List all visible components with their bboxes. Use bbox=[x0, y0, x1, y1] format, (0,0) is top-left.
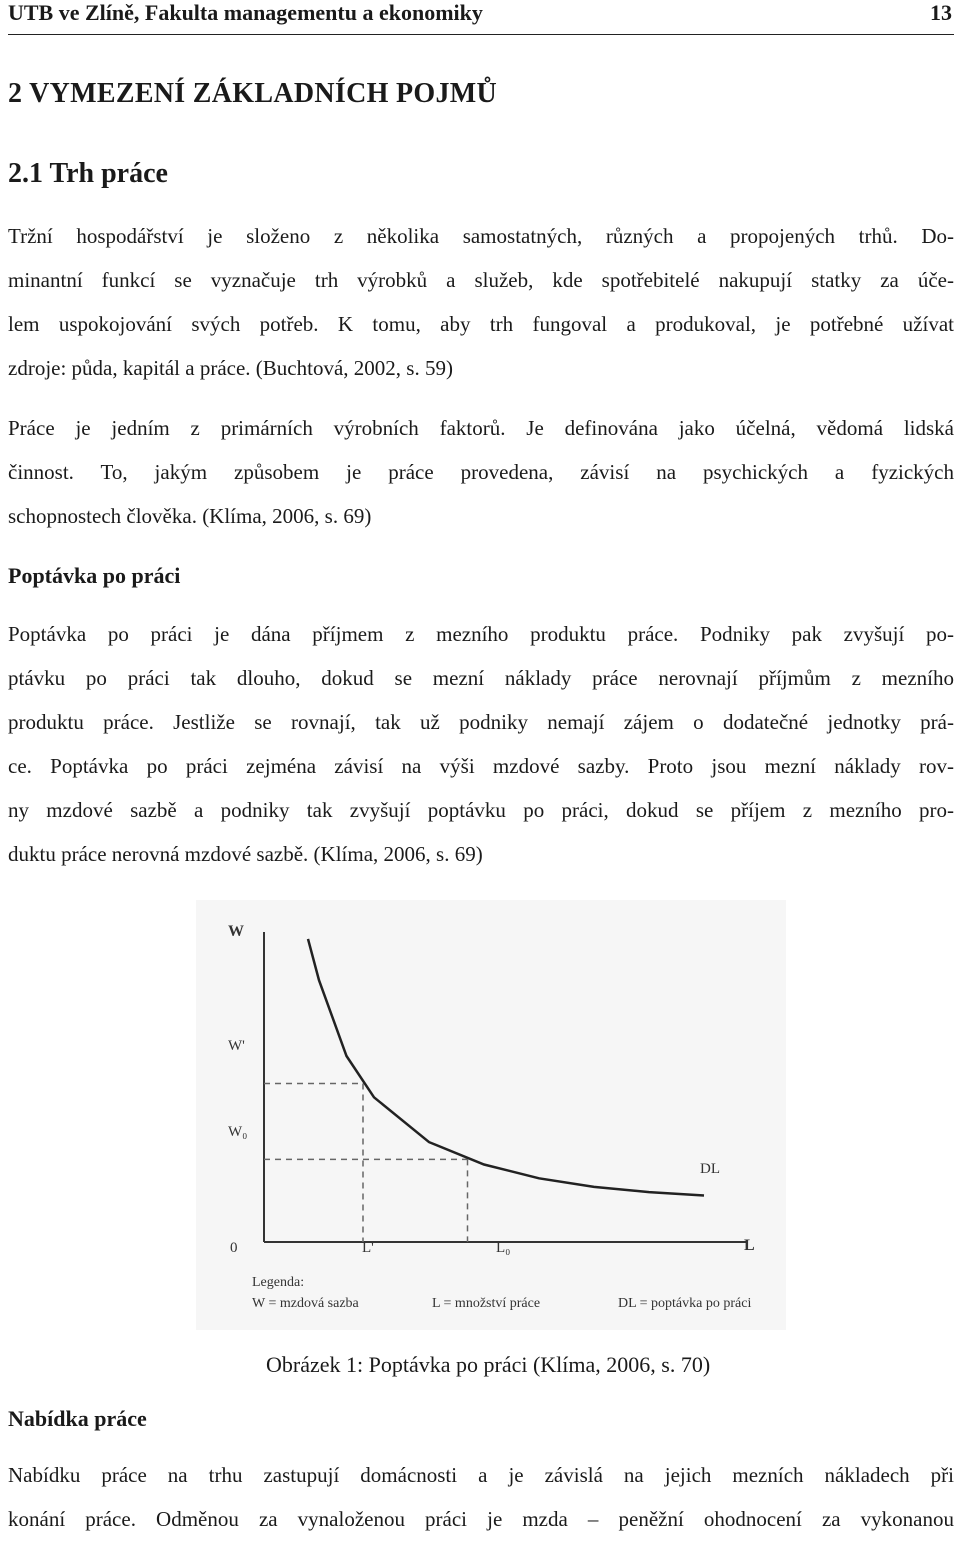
legend-demand: DL = poptávka po práci bbox=[618, 1296, 752, 1311]
text-line: produktu práce. Jestliže se rovnají, tak už podniky nemají zájem o dodatečné jednotky prá- bbox=[8, 710, 954, 734]
header-title: UTB ve Zlíně, Fakulta managementu a ekonomiky bbox=[8, 0, 483, 25]
legend-quantity: L = množství práce bbox=[432, 1296, 541, 1311]
w-prime-label: W' bbox=[228, 1038, 245, 1054]
legend-wage: W = mzdová sazba bbox=[252, 1296, 359, 1311]
text-line: Nabídku práce na trhu zastupují domácnosti a je závislá na jejich mezních nákladech při bbox=[8, 1463, 954, 1487]
l0-label: L₀ bbox=[496, 1240, 511, 1256]
demand-heading: Poptávka po práci bbox=[8, 563, 181, 588]
paragraph-market bbox=[8, 214, 954, 390]
text-line: konání práce. Odměnou za vynaloženou práci je mzda – peněžní ohodnocení za vykonanou bbox=[8, 1507, 954, 1531]
text-line: ptávku po práci tak dlouho, dokud se mezní náklady práce nerovnají příjmům z mezního bbox=[8, 666, 954, 690]
paragraph-labour bbox=[8, 406, 954, 538]
page-number: 13 bbox=[930, 0, 952, 25]
text-line: minantní funkcí se vyznačuje trh výrobků a služeb, kde spotřebitelé nakupují statky za úče- bbox=[8, 268, 954, 292]
text-line: činnost. To, jakým způsobem je práce provedena, závisí na psychických a fyzických bbox=[8, 460, 954, 484]
paragraph-demand bbox=[8, 612, 954, 876]
figure-background bbox=[196, 900, 786, 1330]
text-line: zdroje: půda, kapitál a práce. (Buchtová, 2002, s. 59) bbox=[8, 356, 453, 380]
demand-curve-figure bbox=[196, 900, 786, 1330]
text-line: Poptávka po práci je dána příjmem z mezního produktu práce. Podniky pak zvyšují po- bbox=[8, 622, 954, 646]
section-heading: 2 VYMEZENÍ ZÁKLADNÍCH POJMŮ bbox=[8, 78, 498, 109]
text-line: Tržní hospodářství je složeno z několika samostatných, různých a propojených trhů. Do- bbox=[8, 224, 954, 248]
y-axis-label: W bbox=[228, 923, 244, 940]
text-line: ce. Poptávka po práci zejména závisí na výši mzdové sazby. Proto jsou mezní náklady rov- bbox=[8, 754, 954, 778]
w0-label: W₀ bbox=[228, 1124, 248, 1140]
text-line: ny mzdové sazbě a podniky tak zvyšují poptávku po práci, dokud se příjem z mezního pro- bbox=[8, 798, 954, 822]
text-line: Práce je jedním z primárních výrobních faktorů. Je definována jako účelná, vědomá lidská bbox=[8, 416, 954, 440]
subsection-heading: 2.1 Trh práce bbox=[8, 158, 168, 189]
x-axis-label: L bbox=[744, 1237, 755, 1254]
text-line: lem uspokojování svých potřeb. K tomu, aby trh fungoval a produkoval, je potřebné užívat bbox=[8, 312, 954, 336]
curve-label: DL bbox=[700, 1161, 720, 1177]
l-prime-label: L' bbox=[362, 1240, 374, 1256]
text-line: duktu práce nerovná mzdové sazbě. (Klíma, 2006, s. 69) bbox=[8, 842, 483, 866]
supply-heading: Nabídka práce bbox=[8, 1406, 147, 1431]
running-header bbox=[8, 0, 954, 35]
legend-title: Legenda: bbox=[252, 1275, 305, 1290]
paragraph-supply bbox=[8, 1453, 954, 1541]
text-line: schopnostech člověka. (Klíma, 2006, s. 69) bbox=[8, 504, 372, 528]
origin-label: 0 bbox=[230, 1240, 238, 1256]
figure-caption: Obrázek 1: Poptávka po práci (Klíma, 2006, s. 70) bbox=[266, 1352, 711, 1377]
